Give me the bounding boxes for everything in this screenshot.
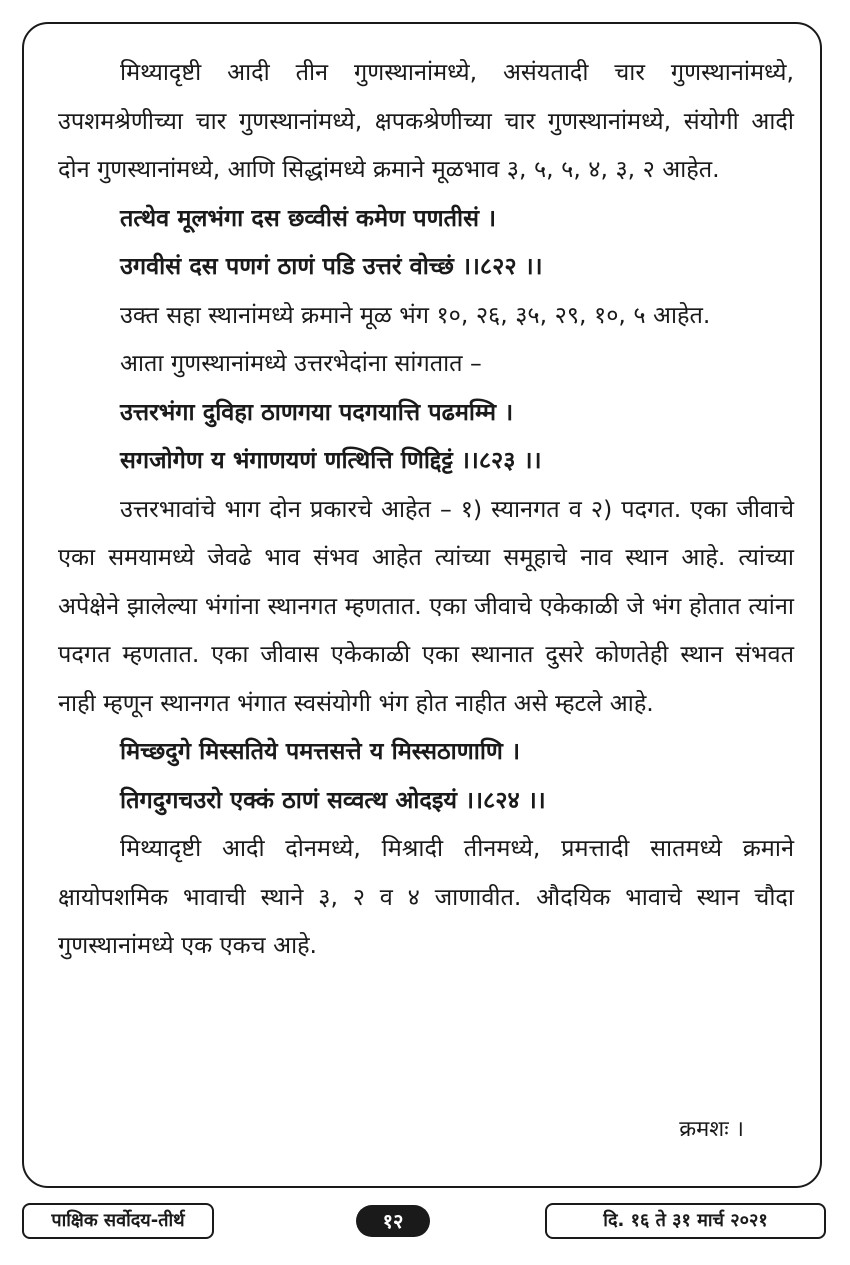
continued-marker: क्रमशः । [679,1117,744,1142]
verse-824-line-2: तिगदुगचउरो एक्कं ठाणं सव्वत्थ ओदइयं ।।८२४ ।। [120,785,546,814]
verse-823-line-1: उत्तरभंगा दुविहा ठाणगया पदगयात्ति पढमम्मि । [120,397,514,426]
verse-822-line-2: उगवीसं दस पणगं ठाणं पडि उत्तरं वोच्छं ।।८२२ ।। [120,252,543,280]
issue-date-box: दि. १६ ते ३१ मार्च २०२१ [545,1203,826,1239]
publication-name-box: पाक्षिक सर्वोदय-तीर्थ [22,1203,214,1239]
verse-823-line-2: सगजोगेण य भंगाणयणं णत्थित्ति णिद्दिट्टं ।।८२३ ।। [120,446,542,474]
verse-824-line-1: मिच्छदुगे मिस्सतिये पमत्तसत्ते य मिस्सठाणाणि । [120,737,520,765]
paragraph-2: उक्त सहा स्थानांमध्ये क्रमाने मूळ भंग १०, २६, ३५, २९, १०, ५ आहेत. [120,300,711,329]
paragraph-3: आता गुणस्थानांमध्ये उत्तरभेदांना सांगतात – [120,349,482,377]
paragraph-1: मिथ्यादृष्टी आदी तीन गुणस्थानांमध्ये, असंयतादी चार गुणस्थानांमध्ये, उपशमश्रेणीच्या चार गुणस्थानांमध्ये, क्षपकश्रेणीच्या चार गुणस्थानांमध्ये, संयोगी आदी दोन गुणस्थानांमध्ये, आणि सिद्धांमध्ये क्रमाने मूळभाव ३, ५, ५, ४, ३, २ आहेत. [58,58,794,183]
page-number-badge: १२ [356,1205,430,1237]
verse-822-line-1: तत्थेव मूलभंगा दस छव्वीसं कमेण पणतीसं । [120,203,497,232]
article-body [58,48,794,970]
paragraph-4: उत्तरभावांचे भाग दोन प्रकारचे आहेत – १) स्यानगत व २) पदगत. एका जीवाचे एका समयामध्ये जेवढे भाव संभव आहेत त्यांच्या समूहाचे नाव स्थान आहे. त्यांच्या अपेक्षेने झालेल्या भंगांना स्थानगत म्हणतात. एका जीवाचे एकेकाळी जे भंग होतात त्यांना पदगत म्हणतात. एका जीवास एकेकाळी एका स्थानात दुसरे कोणतेही स्थान संभवत नाही म्हणून स्थानगत भंगात स्वसंयोगी भंग होत नाहीत असे म्हटले आहे. [58,494,794,717]
paragraph-5: मिथ्यादृष्टी आदी दोनमध्ये, मिश्रादी तीनमध्ये, प्रमत्तादी सातमध्ये क्रमाने क्षायोपशमिक भावाची स्थाने ३, २ व ४ जाणावीत. औदयिक भावाचे स्थान चौदा गुणस्थानांमध्ये एक एकच आहे. [58,834,794,959]
